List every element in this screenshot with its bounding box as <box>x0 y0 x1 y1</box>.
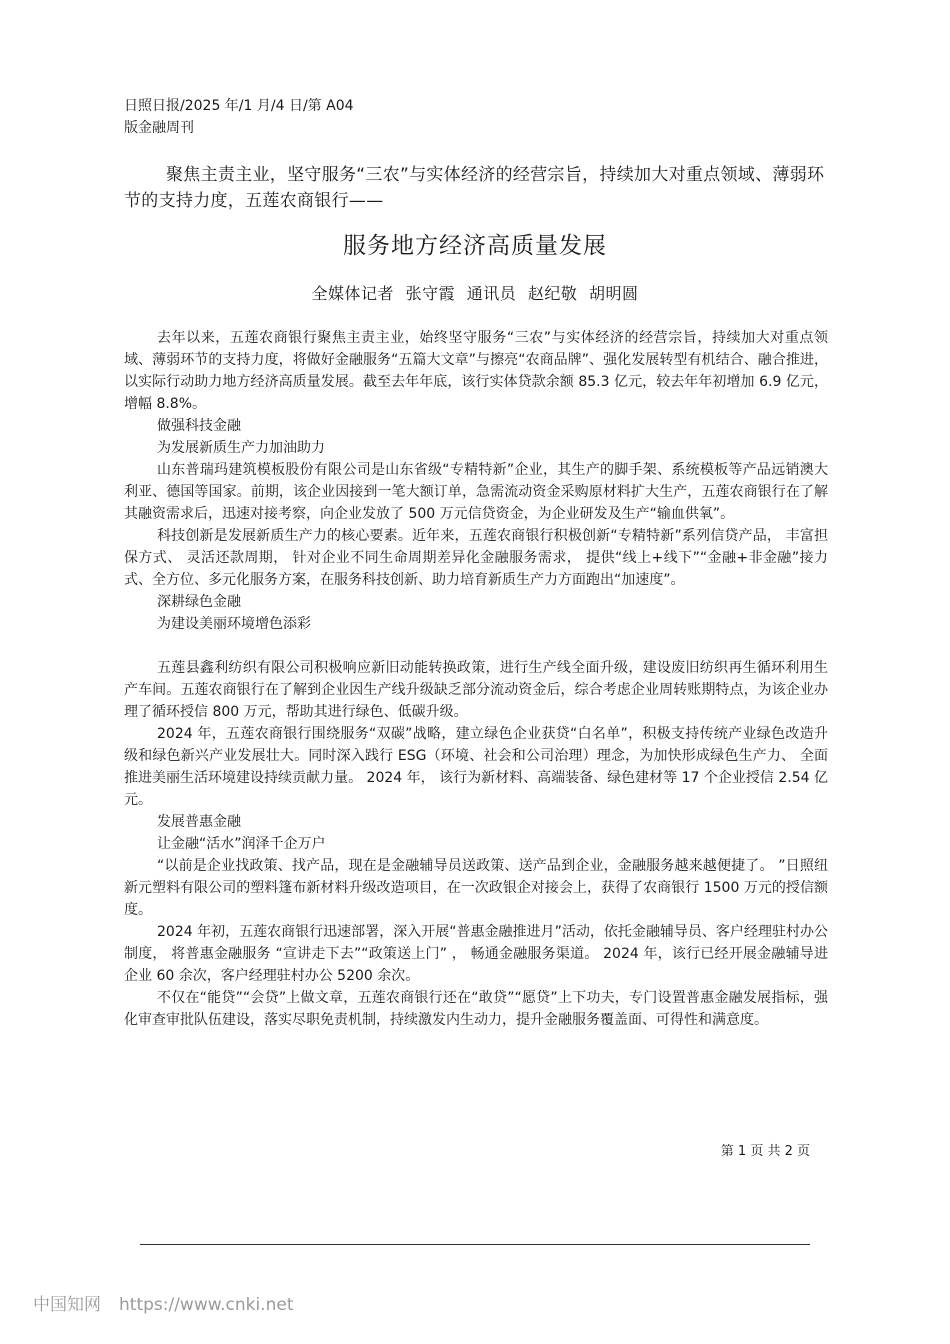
publication-source <box>124 95 454 139</box>
paragraph-5: 2024 年，五莲农商银行围绕服务“双碳”战略，建立绿色企业获贷“白名单”，积极支持传统产业绿色改造升级和绿色新兴产业发展壮大。同时深入践行 ESG（环境、社会和公司治理）理念，为加快形成绿色生产力、 全面推进美丽生活环境建设持续贡献力量。 2024 年， 该行为新材料、高端装备、绿色建材等 17 个企业授信 2.54 亿元。 <box>124 726 828 808</box>
section-1-title: 做强科技金融 <box>157 418 241 434</box>
correspondent-name-2: 胡明圆 <box>588 284 639 303</box>
paragraph-2: 山东普瑞玛建筑模板股份有限公司是山东省级“专精特新”企业，其生产的脚手架、系统模板等产品远销澳大利亚、德国等国家。前期，该企业因接到一笔大额订单，急需流动资金采购原材料扩大生产，五莲农商银行在了解其融资需求后，迅速对接考察，向企业发放了 500 万元信贷资金，为企业研发及生产“输血供氧”。 <box>124 462 828 522</box>
paragraph-intro: 去年以来，五莲农商银行聚焦主责主业，始终坚守服务“三农”与实体经济的经营宗旨，持续加大对重点领域、薄弱环节的支持力度，将做好金融服务“五篇大文章”与擦亮“农商品牌”、强化发展转型有机结合、融合推进，以实际行动助力地方经济高质量发展。截至去年年底，该行实体贷款余额 85.3 亿元，较去年年初增加 6.9 亿元，增幅 8.8%。 <box>124 330 828 412</box>
paragraph-7: 2024 年初，五莲农商银行迅速部署，深入开展“普惠金融推进月”活动，依托金融辅导员、客户经理驻村办公制度， 将普惠金融服务 “宣讲走下去”“政策送上门” ， 畅通金融服务渠道。 2024 年，该行已经开展金融辅导进企业 60 余次，客户经理驻村办公 5200 余次。 <box>124 924 828 984</box>
section-3-subtitle: 让金融“活水”润泽千企万户 <box>157 836 326 852</box>
paragraph-4: 五莲县鑫利纺织有限公司积极响应新旧动能转换政策，进行生产线全面升级，建设废旧纺织再生循环利用生产车间。五莲农商银行在了解到企业因生产线升级缺乏部分流动资金后，综合考虑企业周转账期特点，为该企业办理了循环授信 800 万元，帮助其进行绿色、低碳升级。 <box>124 660 828 720</box>
reporter-name: 张守霞 <box>405 284 456 303</box>
page-number: 第 1 页 共 2 页 <box>720 1144 810 1159</box>
article-body <box>124 327 828 1031</box>
correspondent-name-1: 赵纪敬 <box>527 284 578 303</box>
correspondent-role: 通讯员 <box>466 284 517 303</box>
section-2-title: 深耕绿色金融 <box>157 594 241 610</box>
footer-divider <box>140 1244 810 1245</box>
paragraph-8: 不仅在“能贷”“会贷”上做文章，五莲农商银行还在“敢贷”“愿贷”上下功夫，专门设置普惠金融发展指标，强化审查审批队伍建设，落实尽职免责机制，持续激发内生动力，提升金融服务覆盖面、可得性和满意度。 <box>124 990 828 1028</box>
watermark-url: https://www.cnki.net <box>119 1295 294 1315</box>
source-line-1: 日照日报/2025 年/1 月/4 日/第 A04 <box>124 98 354 114</box>
paragraph-gap <box>124 635 828 657</box>
paragraph-3: 科技创新是发展新质生产力的核心要素。近年来，五莲农商银行积极创新“专精特新”系列信贷产品， 丰富担保方式、 灵活还款周期， 针对企业不同生命周期差异化金融服务需求， 提供“线上+线下”“金融+非金融”接力式、全方位、多元化服务方案，在服务科技创新、助力培育新质生产力方面跑出“加速度”。 <box>124 528 828 588</box>
watermark-name: 中国知网 <box>33 1295 101 1315</box>
lead-title: 聚焦主责主业，坚守服务“三农”与实体经济的经营宗旨，持续加大对重点领域、薄弱环节的支持力度，五莲农商银行—— <box>124 165 825 211</box>
section-3-title: 发展普惠金融 <box>157 814 241 830</box>
section-1-subtitle: 为发展新质生产力加油助力 <box>157 440 325 456</box>
paragraph-6: “以前是企业找政策、找产品，现在是金融辅导员送政策、送产品到企业，金融服务越来越便捷了。 ”日照纽新元塑料有限公司的塑料篷布新材料升级改造项目，在一次政银企对接会上，获得了农商银行 1500 万元的授信额度。 <box>124 858 828 918</box>
source-line-2: 版金融周刊 <box>124 120 194 136</box>
byline <box>0 281 950 307</box>
reporter-role: 全媒体记者 <box>311 284 395 303</box>
headline: 服务地方经济高质量发展 <box>343 233 607 259</box>
section-2-subtitle: 为建设美丽环境增色添彩 <box>157 616 311 632</box>
watermark <box>33 1293 293 1317</box>
